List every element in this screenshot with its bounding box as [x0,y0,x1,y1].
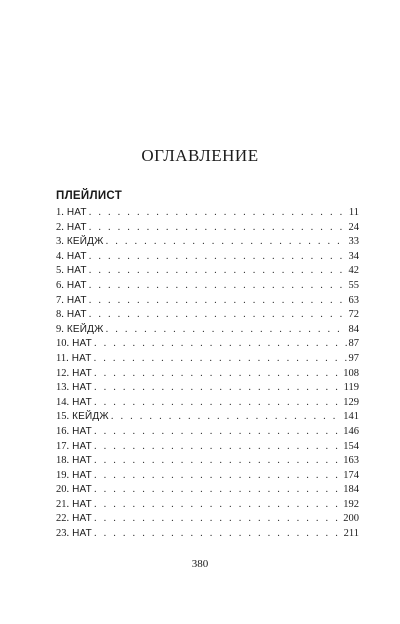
toc-entry [56,469,359,484]
toc-entry-page: 84 [348,323,359,335]
toc-entry-title: НАТ [66,294,87,306]
toc-entry [56,294,359,309]
toc-entry [56,323,359,338]
toc-entry-number: 12. [56,367,70,379]
toc-entry-page: 33 [348,236,359,248]
dot-leader [94,527,342,542]
toc-entry [56,512,359,527]
toc-entry-page: 154 [343,440,359,452]
dot-leader [94,512,341,527]
toc-entry-number: 7. [56,294,64,306]
dot-leader [89,221,347,236]
dot-leader [94,367,341,382]
toc-entry-title: НАТ [72,498,92,510]
dot-leader [94,352,347,367]
page-title: ОГЛАВЛЕНИЕ [141,146,259,165]
toc-entry-title: НАТ [72,440,92,452]
dot-leader [94,381,342,396]
toc-entry-page: 163 [343,455,359,467]
dot-leader [94,337,347,352]
toc-entry [56,279,359,294]
toc-entry-number: 9. [56,323,64,335]
toc-entry-number: 2. [56,221,64,233]
dot-leader [89,206,347,221]
dot-leader [106,235,347,250]
toc-entry [56,381,359,396]
toc-entry [56,264,359,279]
toc-entry-number: 6. [56,279,64,291]
toc-entry-title: НАТ [72,455,92,467]
dot-leader [94,440,341,455]
toc-entry [56,308,359,323]
toc-entry-page: 34 [348,250,359,262]
toc-entry-number: 3. [56,236,64,248]
toc-entry-title: НАТ [66,250,87,262]
toc-entry-title: КЕЙДЖ [66,236,104,248]
toc-entry-number: 16. [56,425,70,437]
toc-entry-title: НАТ [66,207,87,218]
toc-entry-page: 55 [348,279,359,291]
toc-entry [56,206,359,221]
toc-entry-number: 22. [56,513,70,525]
toc-entry-page: 141 [343,411,359,423]
toc-entry-page: 184 [343,484,359,496]
toc-entry-title: НАТ [72,469,92,481]
toc-entry [56,221,359,236]
page-number: 380 [191,558,209,570]
toc-entry [56,352,359,367]
toc-entry-number: 23. [56,528,70,540]
toc-entry-page: 72 [348,309,359,321]
dot-leader [89,308,347,323]
dot-leader [89,264,347,279]
toc-entry-page: 129 [343,396,359,408]
toc-entry-number: 13. [56,382,70,394]
toc-entry [56,440,359,455]
toc-entry [56,483,359,498]
toc-entry [56,235,359,250]
toc-entry-page: 24 [348,221,359,233]
toc-entry-page: 87 [348,338,359,350]
toc-entry [56,498,359,513]
toc-entry-title: НАТ [72,338,92,350]
section-title: ПЛЕЙЛИСТ [56,190,123,202]
toc-entry-number: 21. [56,498,70,510]
toc-entry-title: НАТ [72,425,92,437]
toc-entry-title: НАТ [66,309,87,321]
dot-leader [106,323,347,338]
toc-entry-title: НАТ [66,221,87,233]
toc-entry-number: 1. [56,207,64,218]
dot-leader [89,279,347,294]
toc-entry [56,396,359,411]
toc-entry-title: НАТ [71,352,92,364]
toc-entry-page: 146 [343,425,359,437]
toc-entry-title: НАТ [72,382,92,394]
toc-entry [56,337,359,352]
toc-entry [56,527,359,542]
toc-entry-page: 97 [348,352,359,364]
toc-entry-title: НАТ [72,396,92,408]
dot-leader [94,396,341,411]
table-of-contents [56,206,359,542]
toc-entry-page: 211 [343,528,359,540]
dot-leader [89,250,347,265]
toc-entry-page: 119 [343,382,359,394]
toc-entry-title: НАТ [72,367,92,379]
toc-entry-page: 108 [343,367,359,379]
toc-entry-number: 15. [56,411,70,423]
toc-entry-number: 19. [56,469,70,481]
dot-leader [89,294,347,309]
toc-entry-title: НАТ [72,513,92,525]
toc-entry-title: НАТ [66,279,87,291]
toc-entry [56,410,359,425]
toc-entry-page: 174 [343,469,359,481]
toc-entry-number: 20. [56,484,70,496]
toc-entry-page: 200 [343,513,359,525]
toc-entry [56,367,359,382]
toc-entry-number: 5. [56,265,64,277]
toc-entry-number: 4. [56,250,64,262]
dot-leader [94,425,341,440]
toc-entry-title: НАТ [72,484,92,496]
dot-leader [111,410,341,425]
toc-entry-title: НАТ [72,528,92,540]
toc-entry-title: КЕЙДЖ [72,411,109,423]
toc-entry-number: 17. [56,440,70,452]
toc-entry-number: 14. [56,396,70,408]
toc-entry-number: 8. [56,309,64,321]
toc-entry [56,454,359,469]
toc-entry-number: 11. [56,352,69,364]
toc-entry-page: 11 [348,207,359,218]
toc-entry-title: КЕЙДЖ [66,323,104,335]
toc-entry-page: 42 [348,265,359,277]
toc-entry-number: 18. [56,455,70,467]
toc-entry [56,250,359,265]
dot-leader [94,454,341,469]
dot-leader [94,498,341,513]
toc-entry-page: 63 [348,294,359,306]
dot-leader [94,483,341,498]
toc-entry [56,425,359,440]
dot-leader [94,469,341,484]
toc-entry-page: 192 [343,498,359,510]
toc-entry-title: НАТ [66,265,87,277]
toc-entry-number: 10. [56,338,70,350]
